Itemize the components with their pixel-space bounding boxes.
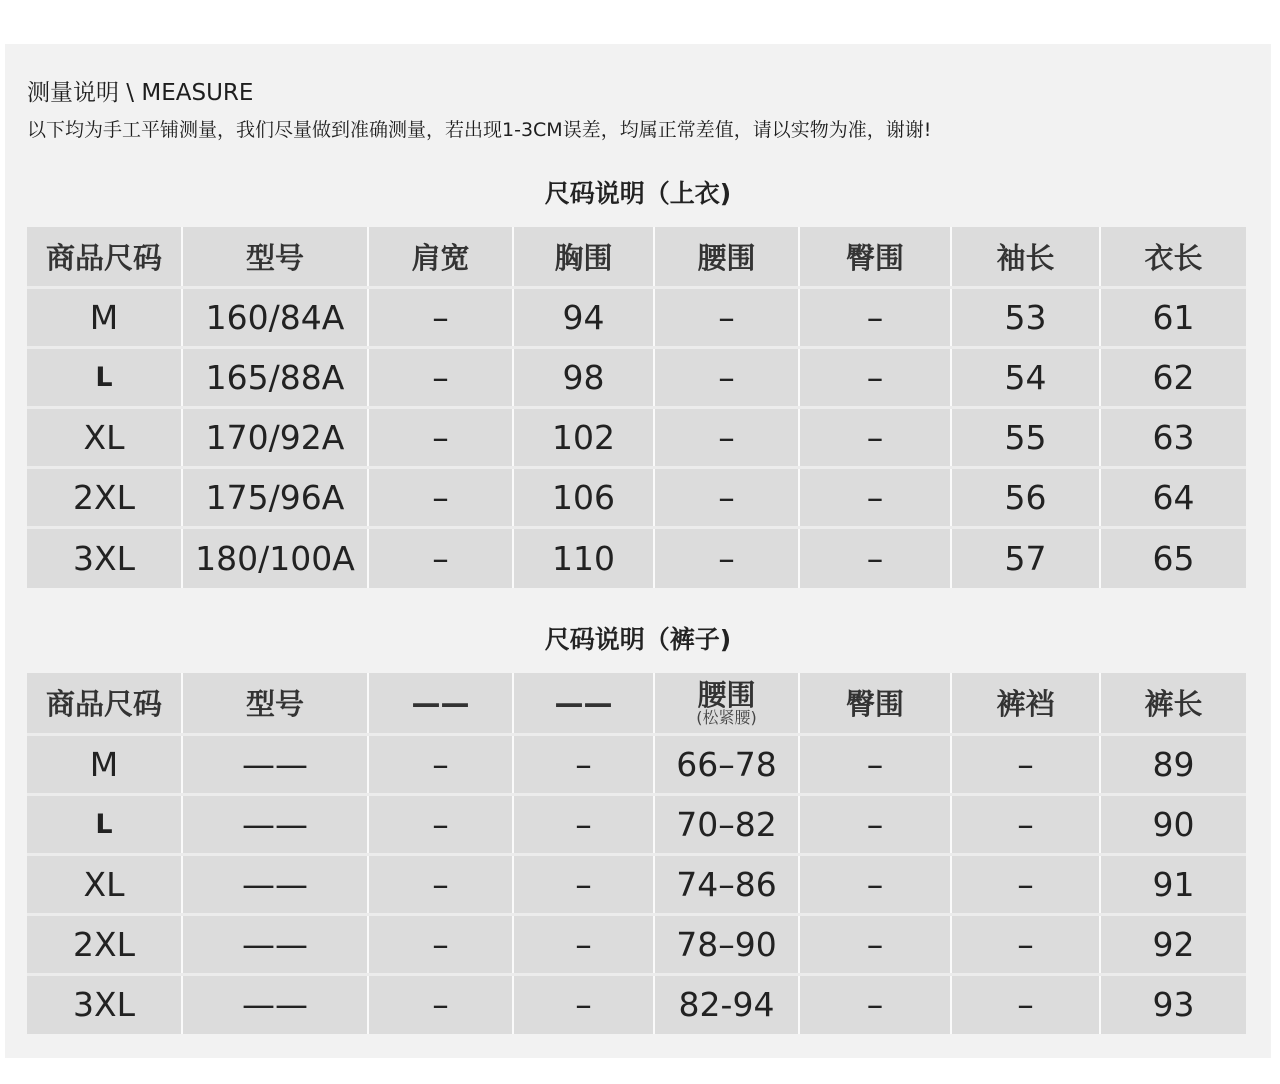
table-cell: –	[951, 854, 1100, 914]
size-cell: M	[27, 734, 182, 794]
header-cell: 臀围	[799, 673, 951, 734]
table-cell: –	[799, 467, 951, 527]
table-cell: 102	[513, 407, 654, 467]
table-cell: 66–78	[654, 734, 799, 794]
table-cell: 54	[951, 347, 1100, 407]
header-cell: 腰围	[654, 227, 799, 287]
table-cell: ——	[182, 794, 368, 854]
table-cell: –	[951, 734, 1100, 794]
table-cell: –	[799, 734, 951, 794]
table-row	[27, 914, 1246, 974]
table-row	[27, 527, 1246, 588]
size-cell: M	[27, 287, 182, 347]
table-cell: 106	[513, 467, 654, 527]
header-cell: ——	[368, 673, 513, 734]
table-cell: 110	[513, 527, 654, 588]
table-cell: –	[799, 914, 951, 974]
header-cell: 商品尺码	[45, 240, 162, 275]
table-cell: 78–90	[654, 914, 799, 974]
header-cell: 型号	[182, 673, 368, 734]
header-cell: 裤长	[1100, 673, 1246, 734]
header-cell: 臀围	[799, 227, 951, 287]
size-cell: XL	[27, 407, 182, 467]
table-cell: –	[368, 467, 513, 527]
table-cell: 90	[1100, 794, 1246, 854]
table-cell: 98	[513, 347, 654, 407]
header-cell-waist	[654, 673, 799, 734]
table-cell: 53	[951, 287, 1100, 347]
table-cell: –	[513, 794, 654, 854]
size-cell: XL	[27, 854, 182, 914]
header-cell: 胸围	[513, 227, 654, 287]
table-row	[27, 734, 1246, 794]
table-cell: –	[368, 794, 513, 854]
table-cell: 62	[1100, 347, 1246, 407]
table-cell: 70–82	[654, 794, 799, 854]
table-cell: 91	[1100, 854, 1246, 914]
waist-sublabel: (松紧腰)	[696, 707, 757, 727]
table-cell: 92	[1100, 914, 1246, 974]
table-cell: –	[951, 974, 1100, 1034]
table-cell: –	[654, 287, 799, 347]
table-cell: –	[799, 407, 951, 467]
table-cell: 160/84A	[182, 287, 368, 347]
table-cell: –	[368, 914, 513, 974]
table-cell: –	[951, 794, 1100, 854]
table-cell: 165/88A	[182, 347, 368, 407]
table-cell: –	[654, 467, 799, 527]
table-cell: ——	[182, 854, 368, 914]
table-cell: –	[368, 347, 513, 407]
table-row	[27, 287, 1246, 347]
header-cell: ——	[513, 673, 654, 734]
table-cell: –	[368, 734, 513, 794]
table-cell: –	[368, 527, 513, 588]
size-guide-panel	[5, 44, 1271, 1058]
table-cell: –	[368, 854, 513, 914]
table-cell: –	[799, 974, 951, 1034]
table-cell: 93	[1100, 974, 1246, 1034]
table-cell: –	[513, 914, 654, 974]
table-cell: 74–86	[654, 854, 799, 914]
table-cell: –	[368, 974, 513, 1034]
size-cell: 3XL	[27, 527, 182, 588]
table-cell: 57	[951, 527, 1100, 588]
table-row	[27, 407, 1246, 467]
table-cell: –	[513, 974, 654, 1034]
size-cell: 2XL	[27, 467, 182, 527]
measure-title: 测量说明 \ MEASURE	[27, 80, 254, 106]
table-row	[27, 854, 1246, 914]
header-cell: 肩宽	[368, 227, 513, 287]
measure-note: 以下均为手工平铺测量，我们尽量做到准确测量，若出现1-3CM误差，均属正常差值，请以实物为准，谢谢!	[27, 119, 932, 141]
table-row	[27, 974, 1246, 1034]
header-cell: 裤裆	[951, 673, 1100, 734]
table-cell: –	[799, 854, 951, 914]
table-cell: 170/92A	[182, 407, 368, 467]
table-row	[27, 794, 1246, 854]
table-header-row	[27, 227, 1246, 287]
top-size-table	[27, 227, 1246, 588]
table-cell: 89	[1100, 734, 1246, 794]
table-cell: 180/100A	[182, 527, 368, 588]
table-cell: 82-94	[654, 974, 799, 1034]
table-cell: ——	[182, 734, 368, 794]
table-cell: 63	[1100, 407, 1246, 467]
header-cell: 衣长	[1100, 227, 1246, 287]
table-cell: 61	[1100, 287, 1246, 347]
header-cell: 商品尺码	[45, 687, 162, 722]
table-cell: 65	[1100, 527, 1246, 588]
size-cell: L	[27, 347, 182, 407]
table-cell: –	[654, 407, 799, 467]
table-cell: 56	[951, 467, 1100, 527]
table-cell: 64	[1100, 467, 1246, 527]
table-cell: –	[513, 734, 654, 794]
table-cell: –	[951, 914, 1100, 974]
waist-label: 腰围	[697, 677, 756, 712]
table-cell: –	[799, 347, 951, 407]
table-cell: –	[799, 527, 951, 588]
table-cell: ——	[182, 974, 368, 1034]
table-cell: ——	[182, 914, 368, 974]
header-cell: 袖长	[951, 227, 1100, 287]
size-cell: 3XL	[27, 974, 182, 1034]
size-cell: L	[27, 794, 182, 854]
table-cell: –	[799, 287, 951, 347]
bottom-table-title: 尺码说明（裤子)	[544, 625, 732, 654]
header-cell: 型号	[182, 227, 368, 287]
table-cell: –	[368, 407, 513, 467]
table-row	[27, 467, 1246, 527]
table-cell: 55	[951, 407, 1100, 467]
top-table-title: 尺码说明（上衣)	[544, 179, 732, 208]
size-cell: 2XL	[27, 914, 182, 974]
table-header-row	[27, 673, 1246, 734]
table-cell: –	[799, 794, 951, 854]
table-cell: 94	[513, 287, 654, 347]
table-cell: 175/96A	[182, 467, 368, 527]
bottom-size-table	[27, 673, 1246, 1034]
table-cell: –	[654, 347, 799, 407]
table-cell: –	[654, 527, 799, 588]
table-cell: –	[513, 854, 654, 914]
table-cell: –	[368, 287, 513, 347]
table-row	[27, 347, 1246, 407]
